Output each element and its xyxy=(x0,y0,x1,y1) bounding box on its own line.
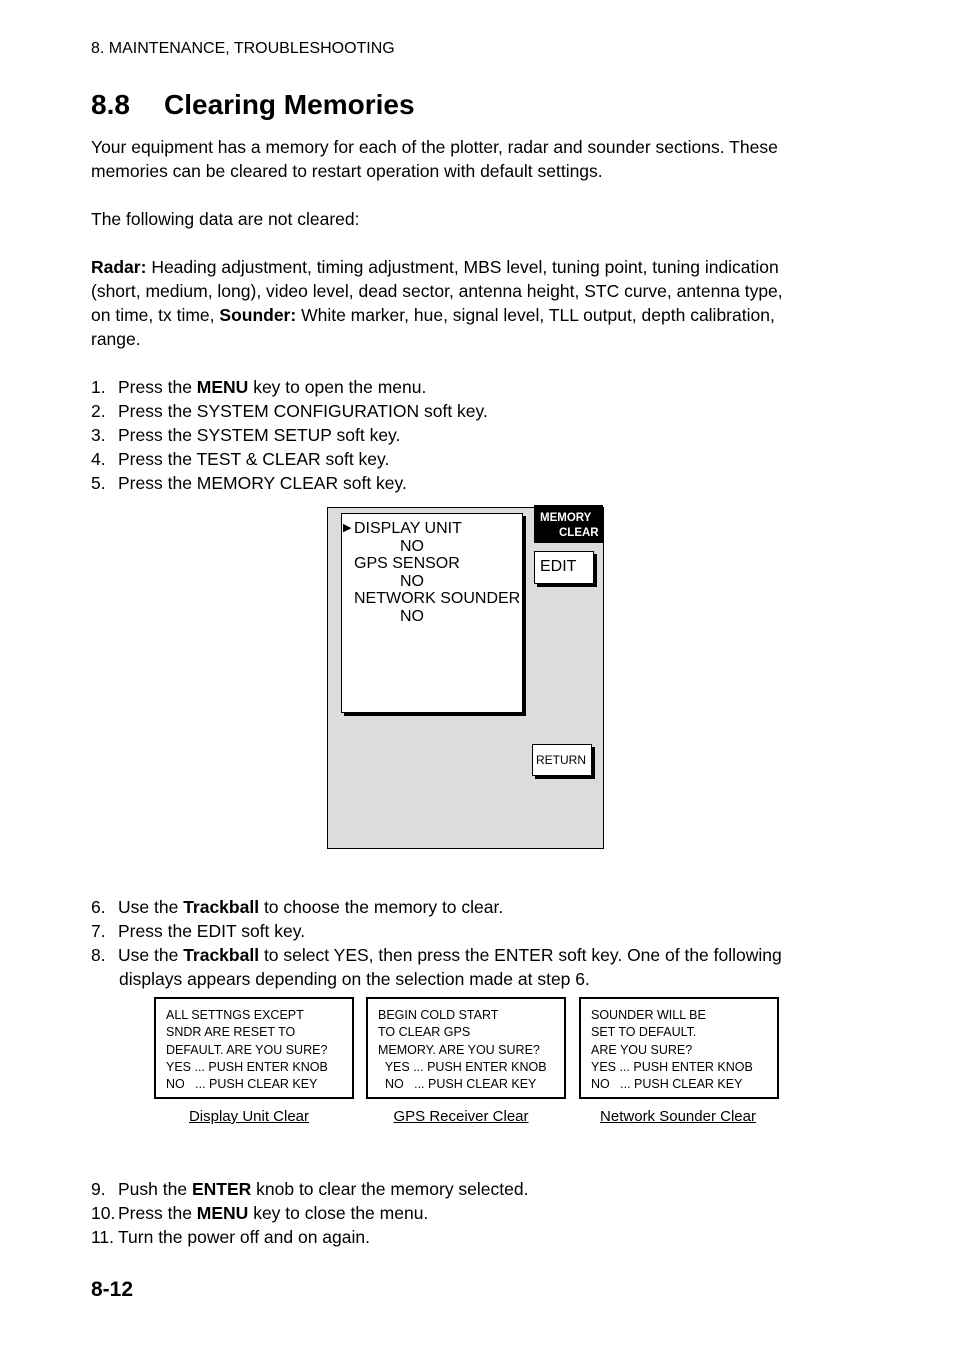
display-unit-clear-caption: Display Unit Clear xyxy=(188,1108,310,1125)
sounder-text: range. xyxy=(91,329,141,349)
sounder-text: White marker, hue, signal level, TLL output, depth calibration, xyxy=(301,305,775,325)
radar-label: Radar: xyxy=(91,257,147,277)
step-item: 3. Press the SYSTEM SETUP soft key. xyxy=(91,425,401,445)
memory-clear-menu xyxy=(341,513,523,713)
section-number: 8.8 xyxy=(91,89,130,120)
not-cleared-intro: The following data are not cleared: xyxy=(91,209,360,229)
step-item: 5. Press the MEMORY CLEAR soft key. xyxy=(91,473,407,493)
menu-value-display-unit: NO xyxy=(400,538,424,555)
steps-list-c xyxy=(91,1177,528,1249)
step-item: 7. Press the EDIT soft key. xyxy=(91,921,306,941)
step-item: 2. Press the SYSTEM CONFIGURATION soft key. xyxy=(91,401,488,421)
section-title-text: Clearing Memories xyxy=(164,89,415,120)
return-soft-key[interactable] xyxy=(532,744,592,776)
return-label: RETURN xyxy=(536,753,586,767)
network-sounder-clear-caption: Network Sounder Clear xyxy=(600,1108,756,1125)
step-item: 11. Turn the power off and on again. xyxy=(91,1227,370,1247)
sounder-label: Sounder: xyxy=(219,305,297,325)
intro-line: memories can be cleared to restart operation with default settings. xyxy=(91,161,603,181)
intro-line: Your equipment has a memory for each of the plotter, radar and sounder sections. These xyxy=(91,137,778,157)
cursor-arrow-icon: ▶ xyxy=(343,522,352,534)
menu-value-gps-sensor: NO xyxy=(400,573,424,590)
step-item: 4. Press the TEST & CLEAR soft key. xyxy=(91,449,390,469)
gps-receiver-clear-caption: GPS Receiver Clear xyxy=(393,1108,529,1125)
edit-label: EDIT xyxy=(540,558,577,575)
step-continuation: displays appears depending on the selection made at step 6. xyxy=(119,969,590,989)
page-number: 8-12 xyxy=(91,1278,134,1301)
step-item: 9. Push the ENTER knob to clear the memory selected. xyxy=(91,1179,529,1199)
radar-text: Heading adjustment, timing adjustment, MBS level, tuning point, tuning indication xyxy=(151,257,779,277)
not-cleared-paragraph xyxy=(91,255,881,351)
steps-list-b xyxy=(91,895,891,991)
gps-receiver-clear-message: BEGIN COLD START TO CLEAR GPS MEMORY. ARE YOU SURE? YES ... PUSH ENTER KNOB NO ... PUSH CLEAR KEY xyxy=(366,997,566,1099)
radar-text: on time, tx time, xyxy=(91,305,215,325)
menu-item-gps-sensor[interactable]: GPS SENSOR xyxy=(354,555,460,572)
menu-value-network-sounder: NO xyxy=(400,608,424,625)
radar-text: (short, medium, long), video level, dead sector, antenna height, STC curve, antenna type, xyxy=(91,281,783,301)
display-unit-clear-message: ALL SETTNGS EXCEPT SNDR ARE RESET TO DEFAULT. ARE YOU SURE? YES ... PUSH ENTER KNOB NO ... PUSH CLEAR KEY xyxy=(154,997,354,1099)
section-title xyxy=(91,89,415,121)
step-item: 6. Use the Trackball to choose the memory to clear. xyxy=(91,897,504,917)
step-item: 10. Press the MENU key to close the menu. xyxy=(91,1203,429,1223)
menu-item-display-unit[interactable]: DISPLAY UNIT xyxy=(354,520,462,537)
menu-item-network-sounder[interactable]: NETWORK SOUNDER xyxy=(354,590,521,607)
running-header: 8. MAINTENANCE, TROUBLESHOOTING xyxy=(91,40,395,57)
step-item: 8. Use the Trackball to select YES, then press the ENTER soft key. One of the following xyxy=(91,945,782,965)
network-sounder-clear-message: SOUNDER WILL BE SET TO DEFAULT. ARE YOU SURE? YES ... PUSH ENTER KNOB NO ... PUSH CLEAR KEY xyxy=(579,997,779,1099)
step-item: 1. Press the MENU key to open the menu. xyxy=(91,377,427,397)
memory-clear-title: MEMORY CLEAR xyxy=(534,505,603,543)
intro-paragraph xyxy=(91,135,851,183)
edit-soft-key[interactable] xyxy=(534,551,594,584)
steps-list-a xyxy=(91,375,488,495)
